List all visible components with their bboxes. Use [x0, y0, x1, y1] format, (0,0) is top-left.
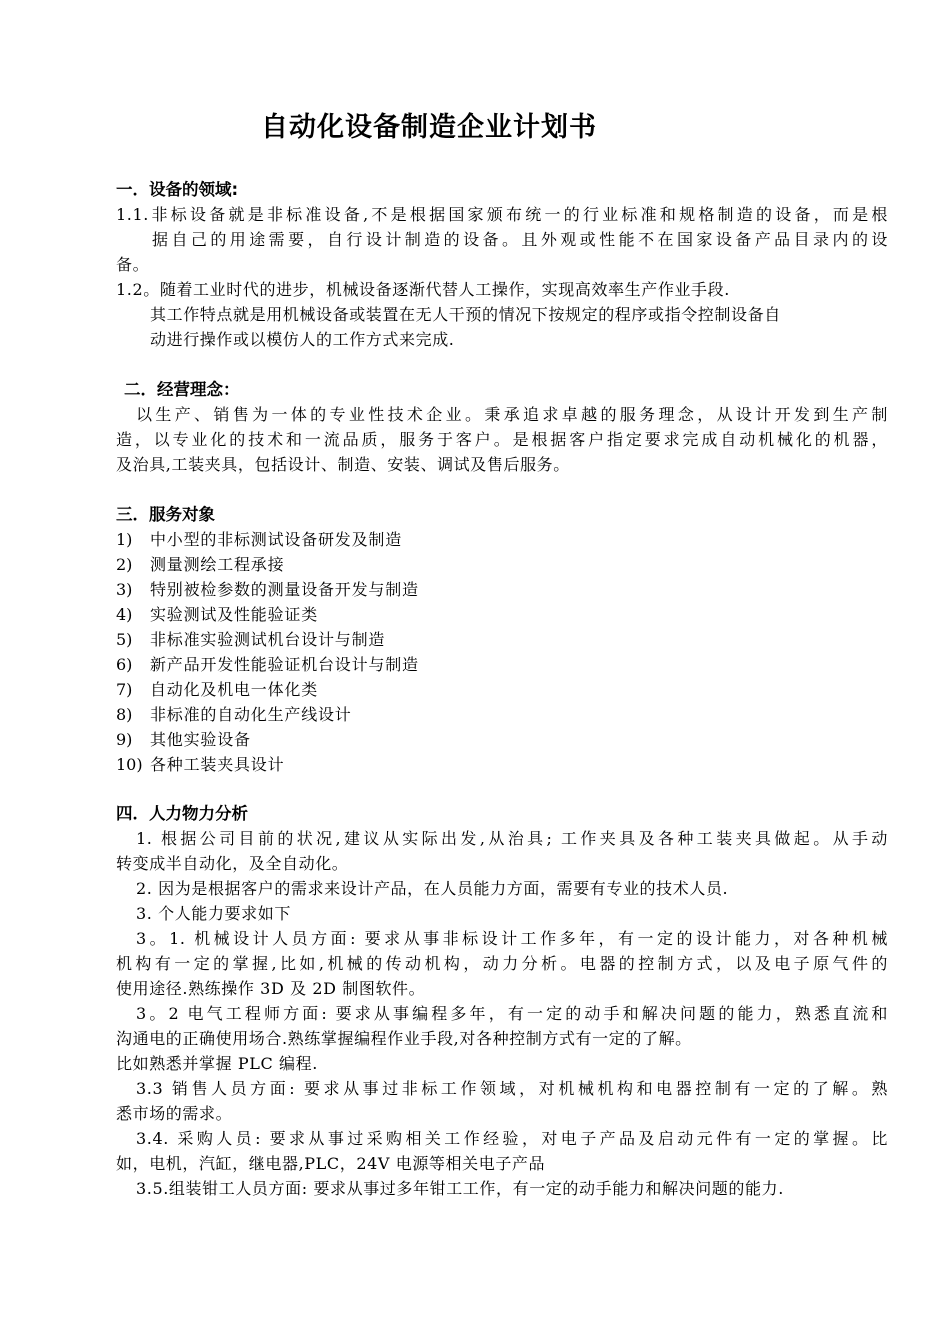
list-text: 实验测试及性能验证类 — [150, 605, 319, 624]
section-1-line: 据自己的用途需要，自行设计制造的设备。且外观或性能不在国家设备产品目录内的设 — [152, 230, 888, 249]
list-item — [116, 553, 284, 577]
section-4-line: 3.4. 采购人员: 要求从事过采购相关工作经验，对电子产品及启动元件有一定的掌握。比 — [136, 1129, 888, 1148]
list-number: 10) — [116, 755, 143, 774]
section-4-line: 悉市场的需求。 — [116, 1104, 233, 1123]
section-4-line: 如，电机，汽缸，继电器,PLC，24V 电源等相关电子产品 — [116, 1154, 546, 1173]
section-4-line: 使用途径.熟练操作 3D 及 2D 制图软件。 — [116, 979, 426, 998]
section-4-line: 3.5.组装钳工人员方面: 要求从事过多年钳工工作，有一定的动手能力和解决问题的能力. — [136, 1179, 784, 1198]
list-text: 其他实验设备 — [150, 730, 251, 749]
section-4-line: 3。1. 机械设计人员方面: 要求从事非标设计工作多年，有一定的设计能力，对各种机械 — [136, 929, 888, 948]
section-1-line: 备。 — [116, 255, 150, 274]
list-item — [116, 678, 318, 702]
section-2-line: 及治具,工装夹具，包括设计、制造、安装、调试及售后服务。 — [116, 455, 570, 474]
list-text: 特别被检参数的测量设备开发与制造 — [150, 580, 419, 599]
list-item — [116, 578, 419, 602]
list-text: 非标准实验测试机台设计与制造 — [150, 630, 386, 649]
section-3-heading: 三．服务对象 — [116, 505, 215, 524]
section-4-line: 3。2 电气工程师方面: 要求从事编程多年，有一定的动手和解决问题的能力，熟悉直流和 — [136, 1004, 888, 1023]
list-number: 1) — [116, 530, 133, 549]
section-1-line: 1.2。随着工业时代的进步，机械设备逐渐代替人工操作，实现高效率生产作业手段. — [116, 280, 730, 299]
list-item — [116, 528, 402, 552]
list-text: 自动化及机电一体化类 — [150, 680, 319, 699]
section-1-line: 其工作特点就是用机械设备或装置在无人干预的情况下按规定的程序或指令控制设备自 — [150, 305, 781, 324]
section-4-line: 3. 个人能力要求如下 — [136, 904, 291, 923]
list-item — [116, 728, 251, 752]
section-1-line: 1.1.非标设备就是非标准设备,不是根据国家颁布统一的行业标准和规格制造的设备，而是根 — [116, 205, 888, 224]
section-2-heading: 二．经营理念： — [124, 380, 240, 399]
section-1-line: 动进行操作或以模仿人的工作方式来完成. — [150, 330, 455, 349]
list-text: 中小型的非标测试设备研发及制造 — [150, 530, 403, 549]
section-4-line: 1. 根据公司目前的状况,建议从实际出发,从治具; 工作夹具及各种工装夹具做起。从手动 — [136, 829, 888, 848]
section-4-line: 沟通电的正确使用场合.熟练掌握编程作业手段,对各种控制方式有一定的了解。 — [116, 1029, 692, 1048]
list-number: 7) — [116, 680, 133, 699]
document-title: 自动化设备制造企业计划书 — [261, 112, 597, 143]
list-number: 2) — [116, 555, 133, 574]
list-item — [116, 628, 385, 652]
list-number: 8) — [116, 705, 133, 724]
list-item — [116, 603, 318, 627]
section-4-line: 3.3 销售人员方面: 要求从事过非标工作领域，对机械机构和电器控制有一定的了解。熟 — [136, 1079, 888, 1098]
list-number: 3) — [116, 580, 133, 599]
list-text: 测量测绘工程承接 — [150, 555, 285, 574]
section-1-heading: 一．设备的领域: — [116, 180, 239, 199]
list-text: 新产品开发性能验证机台设计与制造 — [150, 655, 419, 674]
list-number: 6) — [116, 655, 133, 674]
section-4-heading: 四．人力物力分析 — [116, 804, 248, 823]
section-4-line: 比如熟悉并掌握 PLC 编程. — [116, 1054, 318, 1073]
section-2-line: 造，以专业化的技术和一流品质，服务于客户。是根据客户指定要求完成自动机械化的机器， — [116, 430, 888, 449]
section-2-line: 以生产、销售为一体的专业性技术企业。秉承追求卓越的服务理念，从设计开发到生产制 — [136, 405, 888, 424]
section-4-line: 机构有一定的掌握,比如,机械的传动机构，动力分析。电器的控制方式，以及电子原气件的 — [116, 954, 888, 973]
list-number: 9) — [116, 730, 133, 749]
section-4-line: 转变成半自动化，及全自动化。 — [116, 854, 349, 873]
list-item — [116, 753, 284, 777]
list-item — [116, 653, 419, 677]
section-4-line: 2. 因为是根据客户的需求来设计产品，在人员能力方面，需要有专业的技术人员. — [136, 879, 729, 898]
list-item — [116, 703, 352, 727]
list-text: 非标准的自动化生产线设计 — [150, 705, 352, 724]
list-text: 各种工装夹具设计 — [150, 755, 285, 774]
list-number: 5) — [116, 630, 133, 649]
list-number: 4) — [116, 605, 133, 624]
